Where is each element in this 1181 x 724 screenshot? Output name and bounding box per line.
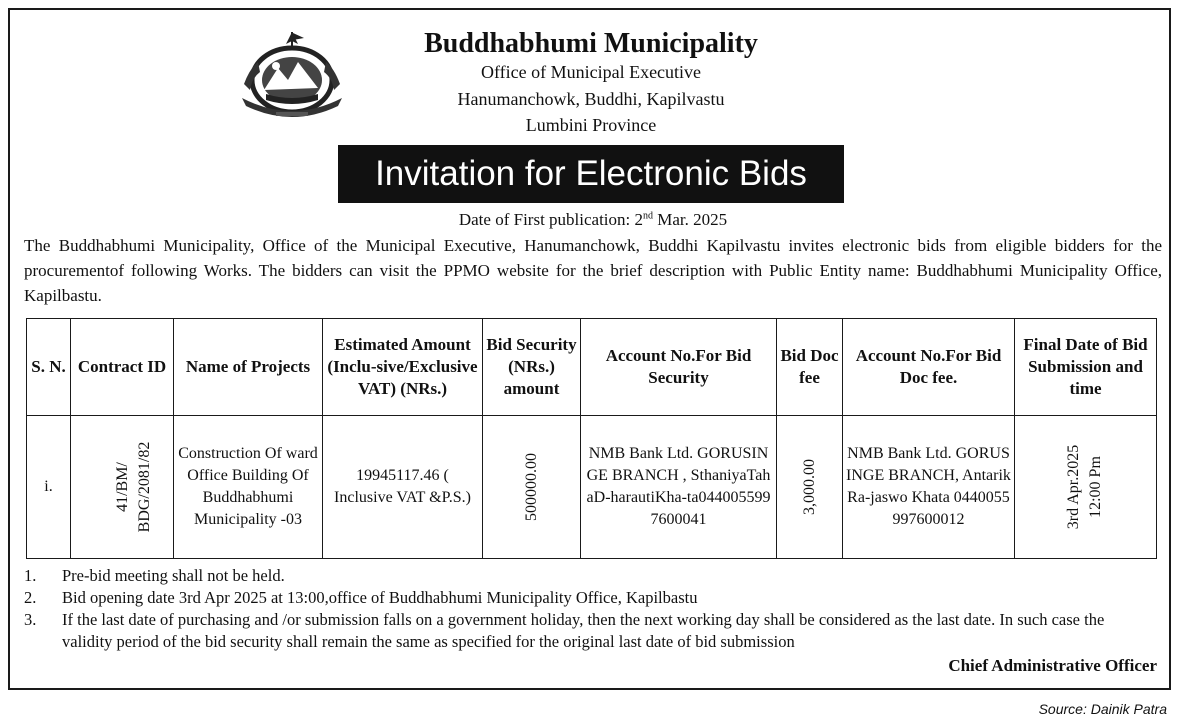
source-credit: Source: Dainik Patra <box>1038 701 1167 717</box>
publication-date <box>340 210 846 230</box>
notice-banner: Invitation for Electronic Bids <box>338 145 844 203</box>
cell-contract-id <box>71 416 174 559</box>
bid-security-text: 500000.00 <box>522 453 540 521</box>
final-date-text <box>1063 445 1107 529</box>
note-text: Bid opening date 3rd Apr 2025 at 13:00,office of Buddhabhumi Municipality Office, Kapilbastu <box>62 588 698 607</box>
cell-project-name: Construction Of ward Office Building Of Buddhabhumi Municipality -03 <box>174 416 323 559</box>
cell-doc-fee-account: NMB Bank Ltd. GORUSINGE BRANCH, AntarikRa-jaswo Khata 0440055997600012 <box>843 416 1015 559</box>
cell-estimated-amount: 19945117.46 ( Inclusive VAT &P.S.) <box>323 416 483 559</box>
office-name: Office of Municipal Executive <box>480 62 702 82</box>
header-contract-id: Contract ID <box>71 319 174 416</box>
note-text: Pre-bid meeting shall not be held. <box>62 566 285 585</box>
header-bid-security: Bid Security (NRs.) amount <box>483 319 581 416</box>
header-estimated-amount: Estimated Amount (Inclu-sive/Exclusive VAT) (NRs.) <box>323 319 483 416</box>
cell-doc-fee <box>777 416 843 559</box>
notes-list <box>24 565 1156 653</box>
cell-security-account: NMB Bank Ltd. GORUSINGE BRANCH , SthaniyaTahaD-harautiKha-ta0440055997600041 <box>581 416 777 559</box>
note-number: 3. <box>24 610 37 629</box>
bids-table <box>26 318 1157 559</box>
doc-fee-text: 3,000.00 <box>800 459 818 515</box>
table-row <box>27 416 1157 559</box>
cell-bid-security <box>483 416 581 559</box>
publication-date-rest: Mar. 2025 <box>653 210 728 229</box>
list-item <box>24 587 1156 609</box>
cell-sn: i. <box>27 416 71 559</box>
header-final-date: Final Date of Bid Submission and time <box>1015 319 1157 416</box>
table-header-row <box>27 319 1157 416</box>
note-number: 1. <box>24 566 37 585</box>
header-security-account: Account No.For Bid Security <box>581 319 777 416</box>
header-doc-fee: Bid Doc fee <box>777 319 843 416</box>
publication-date-ordinal: nd <box>643 210 653 222</box>
contract-id-text: 41/BM/ BDG/2081/82 <box>114 441 153 533</box>
list-item <box>24 565 1156 587</box>
office-address: Hanumanchowk, Buddhi, Kapilvastu <box>457 89 725 109</box>
note-number: 2. <box>24 588 37 607</box>
header-project-name: Name of Projects <box>174 319 323 416</box>
intro-paragraph: The Buddhabhumi Municipality, Office of the Municipal Executive, Hanumanchowk, Buddhi Kapilvastu invites electronic bids from eligible bidders for the procurementof following Works. The bidders can visit the PPMO website for the brief description with Public Entity name: Buddhabhumi Municipality Office, Kapilbastu. <box>24 236 1162 305</box>
final-date: 3rd Apr.2025 <box>1065 444 1083 530</box>
header-sn: S. N. <box>27 319 71 416</box>
municipality-emblem-icon <box>236 28 348 122</box>
province-name: Lumbini Province <box>525 115 657 135</box>
municipality-title: Buddhabhumi Municipality <box>424 28 758 59</box>
header-doc-fee-account: Account No.For Bid Doc fee. <box>843 319 1015 416</box>
signature-line: Chief Administrative Officer <box>948 656 1157 675</box>
list-item <box>24 609 1156 653</box>
cell-final-date <box>1015 416 1157 559</box>
final-time: 12:00 Pm <box>1087 456 1105 518</box>
note-text: If the last date of purchasing and /or submission falls on a government holiday, then the next working day shall be considered as the last date. In such case the validity period of the bid security shall remain the same as specified for the original last date of bid submission <box>62 610 1105 651</box>
publication-date-prefix: Date of First publication: 2 <box>458 210 643 229</box>
